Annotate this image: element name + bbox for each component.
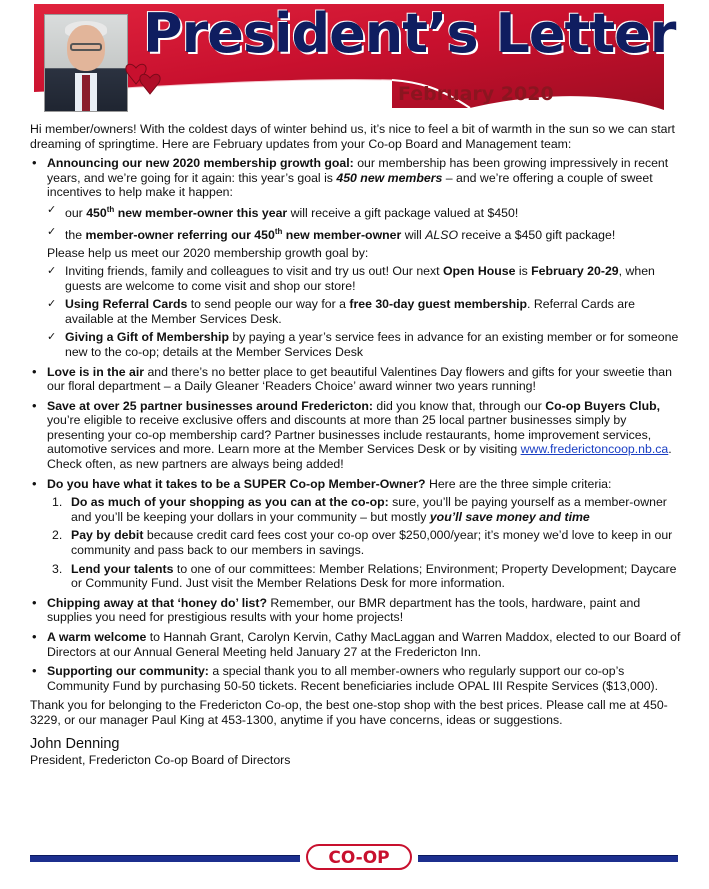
list-item-love: • Love is in the air and there’s no better place to get beautiful Valentines Day flowers and gifts for your sweetie than our floral department – a Daily Gleaner ‘Readers Choice’ award winner two years running!: [30, 365, 682, 394]
signature-name: John Denning: [30, 735, 120, 752]
list-item-growth-goal: • Announcing our new 2020 membership growth goal: our membership has been growing impressively in recent years, and we’re going for it again: this year’s goal is 450 new members – and we’re offering a couple of sweet incentives to help make it happen: ✓ our 450th new member-owner this year will receive a gift package valued at $450! ✓ the member-owner referring our 450th new member-owner will ALSO receive a $450 gift package! Please help us meet our 2020 membership growth goal by: ✓ Inviting friends, family and colleagues to visit and try us out! Our next Open House is February 20-29, when guests are welcome to come visit and shop our store! ✓ Using Referral Cards to send people our way for a free 30-day guest membership. Referral Cards are available at the Member Services Desk. ✓ Giving a Gift of Membership by paying a year’s service fees in advance for an existing member or for someone new to the co-op; details at the Member Services Desk: [30, 156, 682, 359]
criteria-item: 1. Do as much of your shopping as you can at the co-op: sure, you’ll be paying yourself as a member-owner and you’ll be keeping your dollars in your community – but mostly you’ll save money and time: [52, 495, 667, 524]
letter-header: [0, 0, 709, 118]
page-title: President’s Letter: [143, 2, 676, 65]
ways-list: [47, 264, 682, 360]
list-item-bmr: • Chipping away at that ‘honey do’ list? Remember, our BMR department has the tools, hardware, paint and supplies you need for prestigious results with your home projects!: [30, 596, 682, 625]
check-item: ✓ the member-owner referring our 450th new member-owner will ALSO receive a $450 gift package!: [47, 225, 682, 243]
criteria-item: 3. Lend your talents to one of our committees: Member Relations; Environment; Property Development; Daycare or Community Fund. Just visit the Member Relations Desk for more information.: [52, 561, 677, 591]
criteria-item: 2. Pay by debit because credit card fees cost your co-op over $250,000/year; it’s money we’d love to keep in our community and pass back to our members in savings.: [52, 528, 673, 558]
help-line: Please help us meet our 2020 membership growth goal by:: [47, 246, 369, 261]
intro-paragraph: Hi member/owners! With the coldest days of winter behind us, it’s nice to feel a bit of warmth in the sun so we can start dreaming of springtime. Here are February updates from your Co-op Board and Management team:: [30, 122, 675, 151]
list-item-partners: • Save at over 25 partner businesses around Fredericton: did you know that, through our Co-op Buyers Club, you’re eligible to receive exclusive offers and discounts at more than 25 local partner businesses simply by presenting your co-op membership card? Partner businesses include restaurants, home improvement services, automotive services and more. Learn more at the Member Services Desk or by visiting www.frederictoncoop.nb.ca. Check often, as new partners are always being added!: [30, 399, 682, 472]
list-item-super-member: • Do you have what it takes to be a SUPER Co-op Member-Owner? Here are the three simple criteria: 1. Do as much of your shopping as you can at the co-op: sure, you’ll be paying yourself as a member-owner and you’ll be keeping your dollars in your community – but mostly you’ll save money and time 2. Pay by debit because credit card fees cost your co-op over $250,000/year; it’s money we’d love to keep in our community and pass back to our members in savings. 3. Lend your talents to one of our committees: Member Relations; Environment; Property Development; Daycare or Community Fund. Just visit the Member Relations Desk for more information.: [30, 477, 682, 591]
coop-website-link[interactable]: www.frederictoncoop.nb.ca: [520, 442, 669, 457]
letter-date: February 2020: [398, 83, 554, 105]
check-item: ✓ Using Referral Cards to send people our way for a free 30-day guest membership. Referral Cards are available at the Member Services Desk.: [47, 297, 682, 326]
footer: [30, 840, 678, 870]
closing-paragraph: Thank you for belonging to the Fredericton Co-op, the best one-stop shop with the best prices. Please call me at 450-3229, or our manager Paul King at 453-1300, anytime if you have concerns, ideas or suggestions.: [30, 698, 668, 727]
list-item-welcome: • A warm welcome to Hannah Grant, Carolyn Kervin, Cathy MacLaggan and Warren Maddox, elected to our Board of Directors at our Annual General Meeting held January 27 at the Fredericton Inn.: [30, 630, 682, 659]
updates-list: [30, 156, 682, 693]
check-item: ✓ Inviting friends, family and colleagues to visit and try us out! Our next Open House is February 20-29, when guests are welcome to come visit and shop our store!: [47, 264, 682, 293]
incentives-list: [47, 203, 682, 242]
check-item: ✓ Giving a Gift of Membership by paying a year’s service fees in advance for an existing member or for someone new to the co-op; details at the Member Services Desk: [47, 330, 682, 359]
list-item-community: • Supporting our community: a special thank you to all member-owners who regularly support our co-op’s Community Fund by purchasing 50-50 tickets. Recent beneficiaries include OPAL III Respite Services ($13,000).: [30, 664, 682, 693]
footer-rule-left: [30, 855, 300, 862]
footer-rule-right: [418, 855, 678, 862]
criteria-list: [47, 495, 682, 591]
signature-role: President, Fredericton Co-op Board of Directors: [30, 752, 291, 767]
letter-body: [30, 122, 682, 767]
check-item: ✓ our 450th new member-owner this year will receive a gift package valued at $450!: [47, 203, 682, 221]
president-photo: [44, 14, 128, 112]
svg-text:CO-OP: CO-OP: [328, 848, 390, 868]
coop-logo: [306, 844, 412, 870]
